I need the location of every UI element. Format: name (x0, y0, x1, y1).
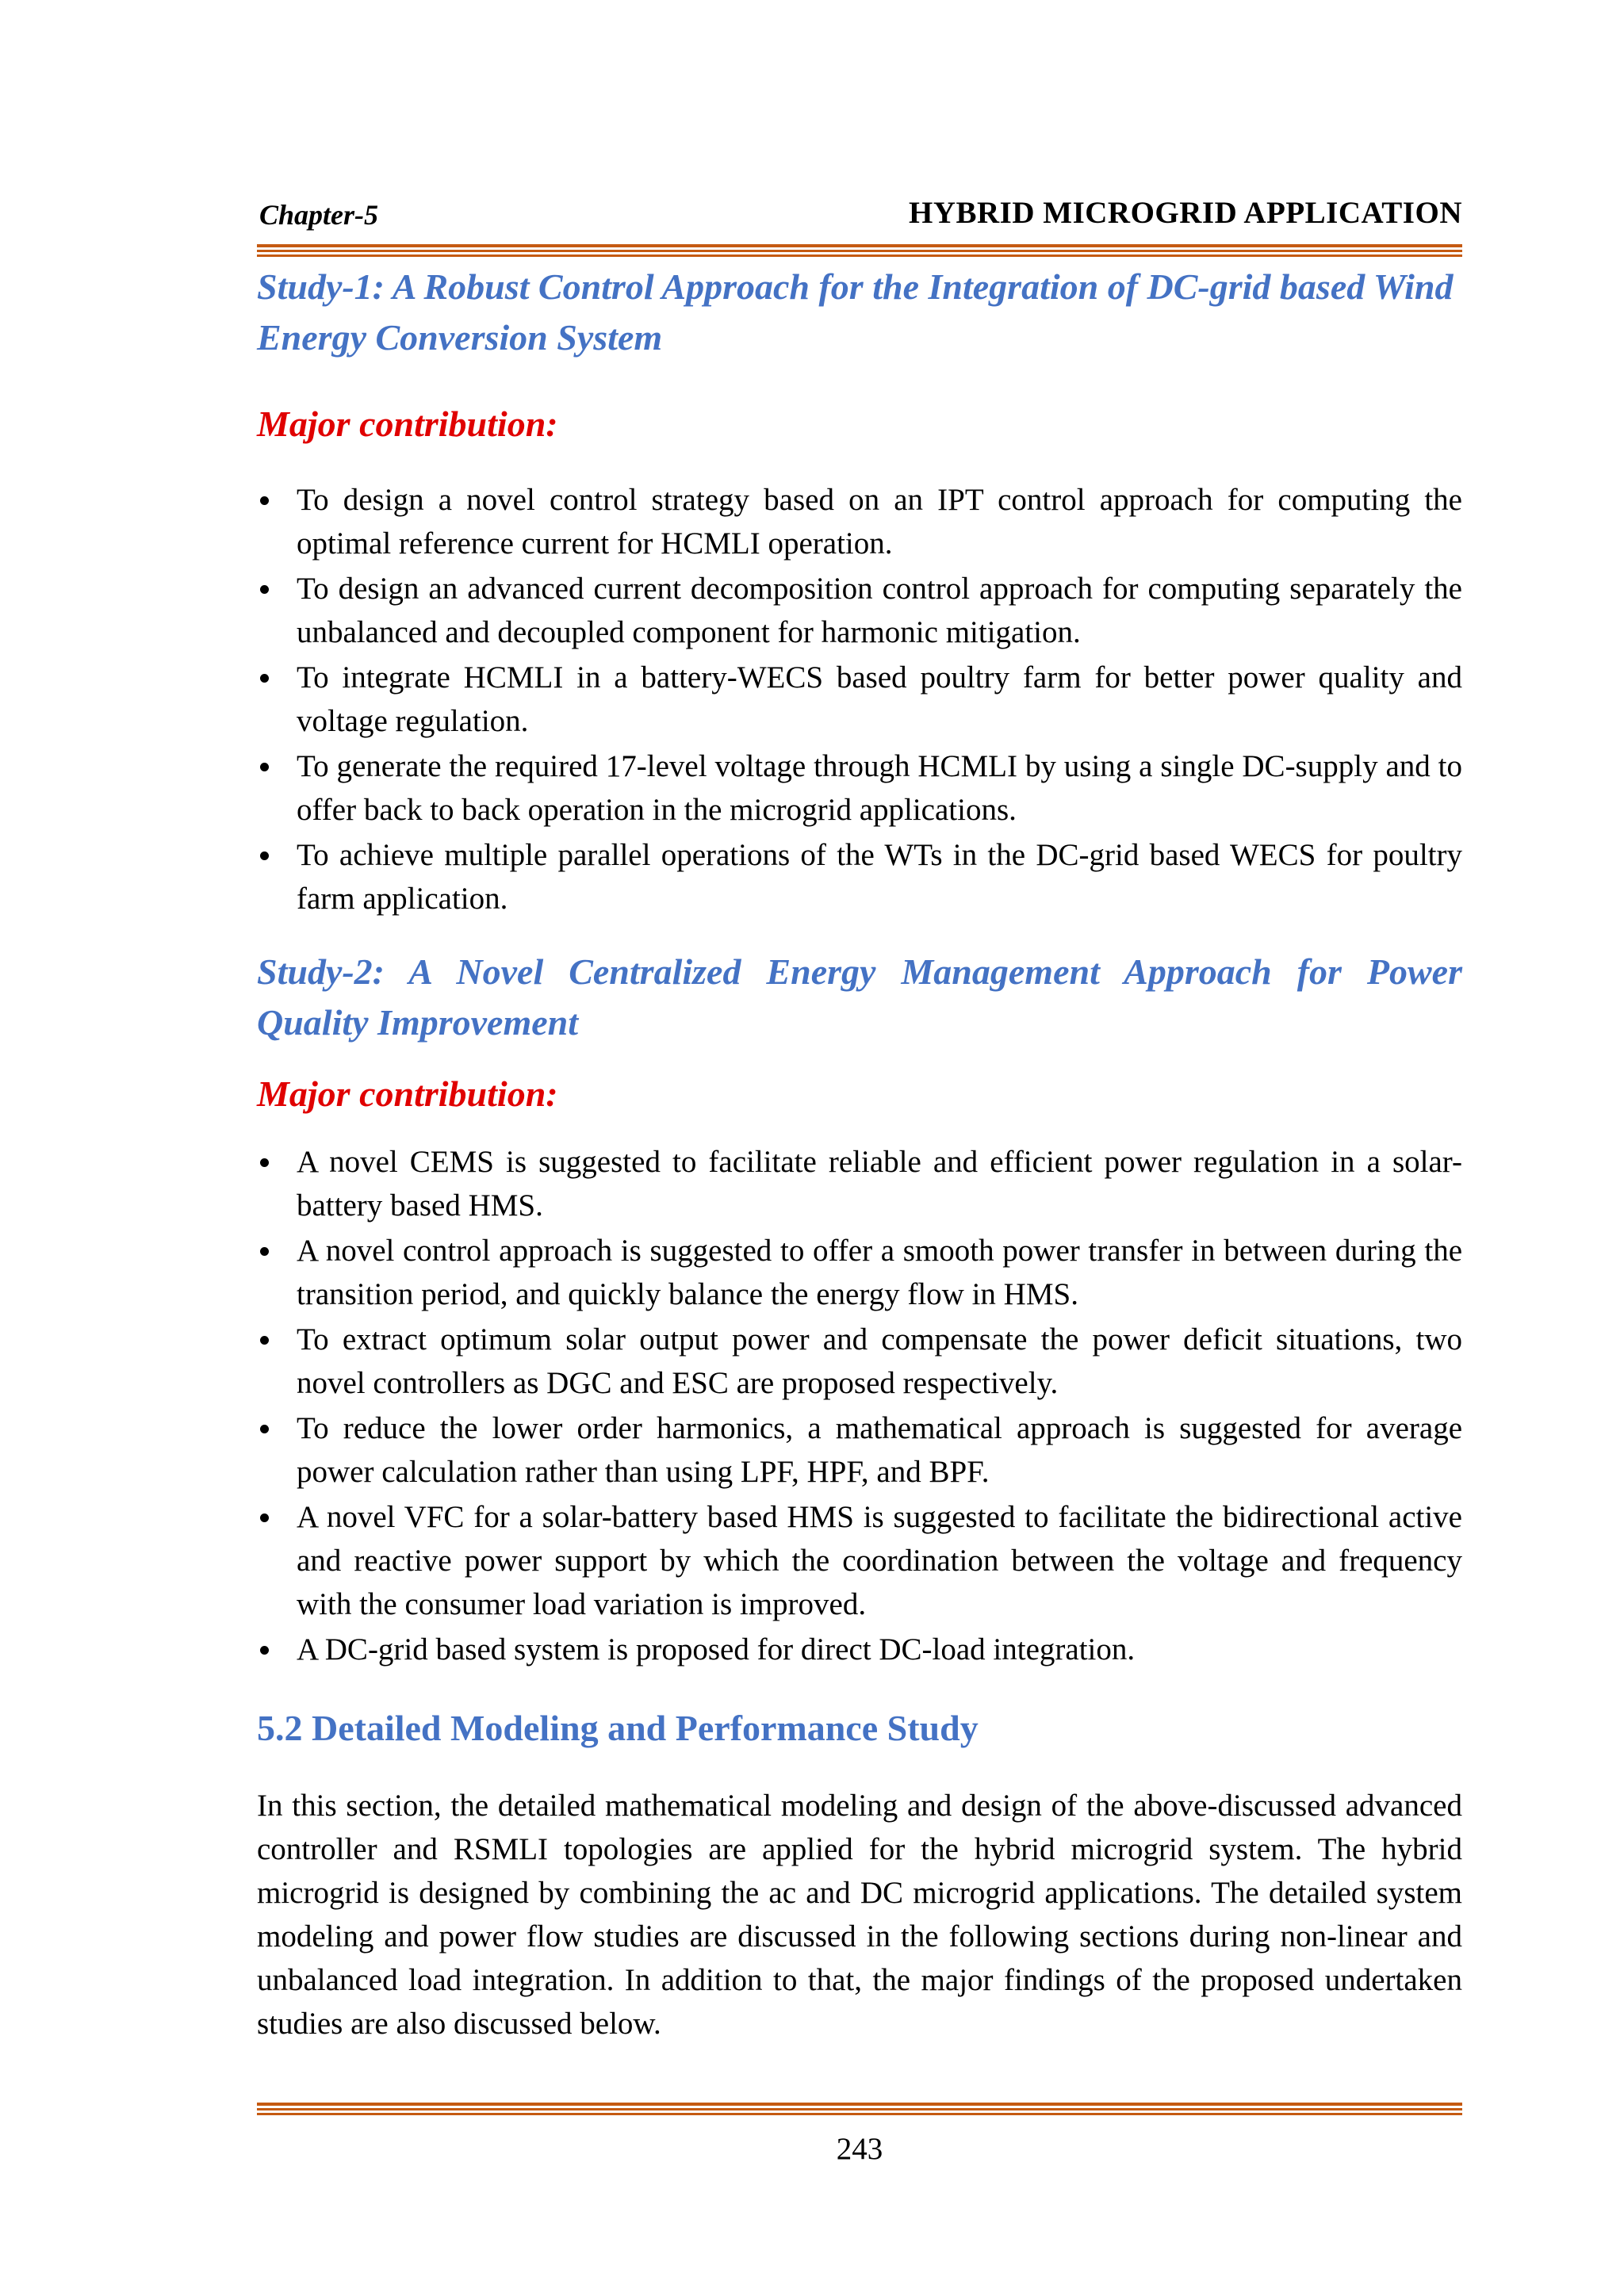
bullet-icon (260, 1513, 269, 1522)
study-1-title: Study-1: A Robust Control Approach for the Integration of DC-grid based Wind Energy Conversion System (257, 266, 1454, 358)
list-item: To generate the required 17-level voltage through HCMLI by using a single DC-supply and to offer back to back operation in the microgrid applications. (257, 744, 1462, 832)
bullet-icon (260, 1425, 269, 1433)
list-item: A novel CEMS is suggested to facilitate reliable and efficient power regulation in a solar-battery based HMS. (257, 1140, 1462, 1227)
study-2-title-line-1: Study-2: A Novel Centralized Energy Management Approach for Power (257, 951, 1462, 992)
study-2-title (257, 947, 1462, 1048)
bullet-icon (260, 585, 269, 594)
section-paragraph: In this section, the detailed mathematical modeling and design of the above-discussed advanced controller and RSMLI topologies are applied for the hybrid microgrid system. The hybrid microgrid is designed by combining the ac and DC microgrid applications. The detailed system modeling and power flow studies are discussed in the following sections during non-linear and unbalanced load integration. In addition to that, the major findings of the proposed undertaken studies are also discussed below. (257, 1789, 1462, 2041)
page-number: 243 (836, 2132, 883, 2166)
bullet-icon (260, 1158, 269, 1167)
list-item: A DC-grid based system is proposed for direct DC-load integration. (257, 1628, 1462, 1671)
list-item: To achieve multiple parallel operations of the WTs in the DC-grid based WECS for poultry farm application. (257, 833, 1462, 920)
list-item: A novel VFC for a solar-battery based HMS is suggested to facilitate the bidirectional active and reactive power support by which the coordination between the voltage and frequency with the consumer load variation is improved. (257, 1495, 1462, 1626)
bullet-icon (260, 763, 269, 771)
running-header (257, 195, 1462, 235)
header-rule (257, 244, 1462, 257)
list-item: To design a novel control strategy based on an IPT control approach for computing the optimal reference current for HCMLI operation. (257, 478, 1462, 565)
footer-rule (257, 2103, 1462, 2115)
section-heading: 5.2 Detailed Modeling and Performance Study (257, 1708, 979, 1748)
study-2-contribution-list (257, 1140, 1462, 1673)
list-item: To design an advanced current decomposition control approach for computing separately the unbalanced and decoupled component for harmonic mitigation. (257, 567, 1462, 654)
bullet-icon (260, 496, 269, 505)
list-item: To integrate HCMLI in a battery-WECS based poultry farm for better power quality and voltage regulation. (257, 656, 1462, 743)
list-item: A novel control approach is suggested to offer a smooth power transfer in between during the transition period, and quickly balance the energy flow in HMS. (257, 1229, 1462, 1316)
list-item: To reduce the lower order harmonics, a mathematical approach is suggested for average power calculation rather than using LPF, HPF, and BPF. (257, 1406, 1462, 1494)
running-title: HYBRID MICROGRID APPLICATION (909, 196, 1462, 230)
list-item: To extract optimum solar output power and compensate the power deficit situations, two novel controllers as DGC and ESC are proposed respectively. (257, 1318, 1462, 1405)
bullet-icon (260, 1646, 269, 1655)
study-1-major-contribution-heading: Major contribution: (257, 404, 558, 444)
bullet-icon (260, 1247, 269, 1256)
bullet-icon (260, 674, 269, 683)
chapter-label: Chapter-5 (259, 199, 379, 231)
study-1-contribution-list (257, 478, 1462, 922)
study-2-major-contribution-heading: Major contribution: (257, 1073, 558, 1114)
study-2-title-line-2: Quality Improvement (257, 1002, 579, 1043)
bullet-icon (260, 1336, 269, 1345)
bullet-icon (260, 851, 269, 860)
